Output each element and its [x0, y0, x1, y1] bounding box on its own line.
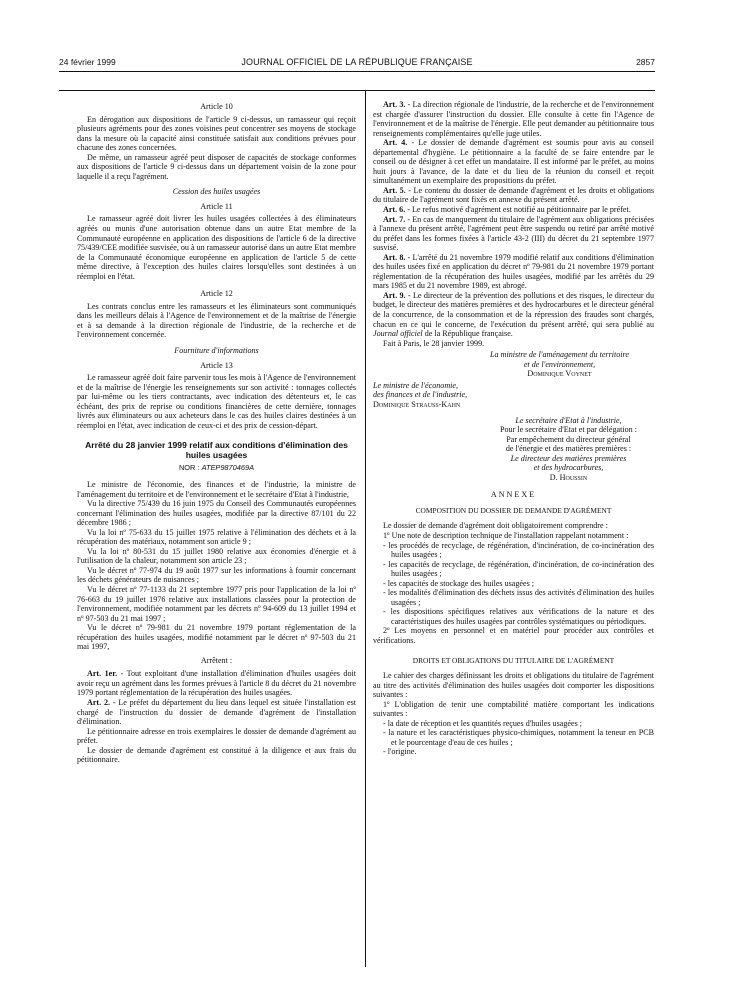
- signatory-role: Le ministre de l'économie,: [373, 380, 459, 390]
- composition-intro: Le dossier de demande d'agrément doit obligatoirement comprendre :: [383, 521, 608, 531]
- signatory-delegation: Pour le secrétaire d'Etat et par délégation :: [500, 425, 637, 435]
- article-5-text: - Le contenu du dossier de demande d'agrément et les droits et obligations du titulaire de l'agrément sont fixés en annexe du présent arrêté.: [373, 185, 655, 205]
- composition-list: [373, 541, 654, 627]
- list-item: - l'origine.: [383, 747, 417, 757]
- signatory-role: et de l'environnement,: [523, 359, 596, 369]
- article-11-paragraph: Le ramasseur agréé doit livrer les huiles usagées collectées à des éliminateurs agréés ou munis d'une autorisation obtenue dans un autre Etat membre de la Communauté européenne en application des dispositions de l'article 6 de la directive 75/439/CEE modifiée susvisée, ou à un ramasseur autorisé dans un autre Etat membre de la Communauté économique européenne en application de l'article 5 de cette même directive, à l'exception des huiles claires lorsqu'elles sont destinées à un réemploi en l'état.: [77, 214, 356, 281]
- article-4-lead: Art. 4.: [383, 138, 408, 148]
- article-2-paragraph: Le pétitionnaire adresse en trois exemplaires le dossier de demande d'agrément au préfet.: [77, 726, 356, 746]
- list-item: - la nature et les caractéristiques physico-chimiques, notamment la teneur en PCB et le pourcentage d'eau de ces huiles ;: [383, 728, 654, 747]
- article-7-lead: Art. 7.: [383, 214, 406, 224]
- article-12-title: Article 12: [200, 289, 233, 299]
- composition-item: 2º Les moyens en personnel et en matériel pour procéder aux contrôles et vérifications.: [373, 626, 654, 645]
- article-6-lead: Art. 6.: [383, 205, 406, 215]
- signature-block-economy: [373, 381, 654, 410]
- signatory-name: Dominique Strauss-Kahn: [373, 399, 461, 409]
- fait-a-paris: Fait à Paris, le 28 janvier 1999.: [383, 338, 485, 348]
- article-3-paragraph: [373, 100, 654, 138]
- article-8-paragraph: [373, 253, 654, 291]
- article-2-paragraph: [77, 698, 356, 727]
- article-3-text: - La direction régionale de l'industrie, de la recherche et de l'environnement est chargée d'assurer l'instruction du dossier. Elle consulte à cette fin l'Agence de l'environnement et de la maîtrise de l'énergie. Elle peut demander au pétitionnaire tous renseignements complémentaires qu'elle juge utiles.: [373, 100, 654, 138]
- header-date: 24 février 1999: [59, 57, 116, 67]
- signatory-name: D. Houssin: [549, 472, 588, 482]
- droits-intro: Le cahier des charges définissant les droits et obligations du titulaire de l'agrément au titre des activités d'élimination des huiles usagées doit comporter les dispositions suivantes :: [373, 671, 654, 700]
- list-item: - les dispositions spécifiques relatives aux vérifications de la nature et des caractéristiques des huiles usagées par contrôles systématiques ou périodiques.: [383, 607, 654, 626]
- droits-list: [373, 719, 654, 757]
- signatory-role: Le secrétaire d'Etat à l'industrie,: [515, 415, 622, 425]
- visa-item: Vu la directive 75/439 du 16 juin 1975 du Conseil des Communautés européennes concernant l'élimination des huiles usagées, modifiée par la directive 87/101 du 22 décembre 1986 ;: [77, 499, 356, 528]
- section-heading-cession: Cession des huiles usagées: [172, 187, 261, 197]
- article-7-paragraph: [373, 215, 654, 253]
- article-7-text: - En cas de manquement du titulaire de l'agrément aux obligations précisées à l'annexe du présent arrêté, l'agrément peut être suspendu ou retiré par arrêté motivé du préfet dans les formes fixées à l'article 43-2 (III) du décret du 21 septembre 1977 susvisé.: [373, 214, 654, 253]
- article-3-lead: Art. 3.: [383, 100, 406, 109]
- article-8-text: - L'arrêté du 21 novembre 1979 modifié relatif aux conditions d'élimination des huiles usées fixé en application du décret nº 79-981 du 21 novembre 1979 portant réglementation de la récupération des huiles usagées, modifié par les arrêtés du 29 mars 1985 et du 21 novembre 1989, est abrogé.: [373, 252, 654, 291]
- article-2-text: - Le préfet du département du lieu dans lequel est située l'installation est chargé de l'instruction du dossier de demande d'agrément de l'installation d'élimination.: [77, 697, 356, 727]
- article-1-text: - Tout exploitant d'une installation d'élimination d'huiles usagées doit avoir reçu un agrément dans les formes prévues à l'article 8 du décret du 21 novembre 1979 portant réglementation de la récupération des huiles usagées.: [77, 669, 356, 698]
- column-top-rule: [59, 90, 655, 91]
- right-column: [373, 100, 654, 757]
- list-item: - la date de réception et les quantités reçues d'huiles usagées ;: [383, 718, 583, 728]
- droits-heading: DROITS ET OBLIGATIONS DU TITULAIRE DE L'AGRÉMENT: [412, 655, 615, 665]
- article-13-title: Article 13: [200, 360, 233, 370]
- article-8-lead: Art. 8.: [383, 252, 406, 262]
- article-11-title: Article 11: [200, 201, 233, 211]
- nor-code: ATEP9870469A: [201, 463, 255, 473]
- article-13-paragraph: Le ramasseur agréé doit faire parvenir tous les mois à l'Agence de l'environnement et de la maîtrise de l'énergie les renseignements sur son activité : tonnages collectés par lui-même ou les tiers contractants, avec indication des détenteurs et, le cas échéant, des prix de reprise ou conditions financières de cette dernière, tonnages livrés aux éliminateurs ou aux acheteurs dans le cas des huiles claires destinées à un réemploi en l'état, avec indication de ceux-ci et des prix de cession-départ.: [77, 373, 356, 430]
- signatory-role: des finances et de l'industrie,: [373, 390, 468, 400]
- visa-intro: Le ministre de l'économie, des finances et de l'industrie, la ministre de l'aménagement du territoire et de l'environnement et le secrétaire d'Etat à l'industrie,: [77, 479, 356, 499]
- list-item: - les procédés de recyclage, de régénération, d'incinération, de co-incinération des huiles usagées ;: [383, 540, 654, 560]
- article-12-paragraph: Les contrats conclus entre les ramasseurs et les éliminateurs sont communiqués dans les meilleurs délais à l'Agence de l'environnement et de la maîtrise de l'énergie et à sa demande à la direction régionale de l'industrie, de la recherche et de l'environnement concernée.: [77, 301, 356, 340]
- signature-block-industry: [483, 416, 654, 483]
- composition-heading: COMPOSITION DU DOSSIER DE DEMANDE D'AGRÉMENT: [415, 505, 612, 515]
- article-4-text: - Le dossier de demande d'agrément est soumis pour avis au conseil départemental d'hygiène. Le pétitionnaire a la faculté de se faire entendre par le conseil ou de désigner à cet effet un mandataire. Il est informé par le préfet, au moins huit jours à l'avance, de la date et du lieu de la réunion du conseil et reçoit simultanément un exemplaire des propositions du préfet.: [373, 138, 655, 186]
- signatory-role: et des hydrocarbures,: [533, 463, 604, 473]
- visa-item: Vu la loi nº 75-633 du 15 juillet 1975 relative à l'élimination des déchets et à la récupération des matériaux, notamment son article 9 ;: [77, 527, 356, 547]
- article-4-paragraph: [373, 138, 654, 186]
- article-1-paragraph: [77, 669, 356, 698]
- signatory-delegation: Par empêchement du directeur général: [506, 434, 631, 444]
- header-rule: [59, 71, 655, 72]
- article-2-paragraph: Le dossier de demande d'agrément est constitué à la diligence et aux frais du pétitionnaire.: [77, 745, 356, 765]
- journal-officiel-ref: Journal officiel: [373, 329, 423, 339]
- annexe-heading: ANNEXE: [490, 490, 537, 500]
- arrete-title: Arrêté du 28 janvier 1999 relatif aux conditions d'élimination des huiles usagées: [85, 440, 348, 461]
- signatory-role: Le directeur des matières premières: [510, 453, 627, 463]
- visa-item: Vu le décret nº 79-981 du 21 novembre 1979 portant réglementation de la récupération des huiles usagées, modifié notamment par le décret nº 97-503 du 21 mai 1997,: [77, 623, 356, 652]
- article-2-lead: Art. 2.: [87, 697, 111, 707]
- article-5-paragraph: [373, 186, 654, 205]
- article-10-paragraph: En dérogation aux dispositions de l'article 9 ci-dessus, un ramasseur qui reçoit plusieurs agréments pour des zones voisines peut concentrer ses moyens de stockage dans la mesure où la capacité ainsi constituée satisfait aux conditions prévues pour chacune des zones concernées.: [77, 114, 356, 153]
- article-9-text: - Le directeur de la prévention des pollutions et des risques, le directeur du budget, le directeur des matières premières et des hydrocarbures et le directeur général de la concurrence, de la consommation et de la répression des fraudes sont chargés, chacun en ce qui le concerne, de l'exécution du présent arrêté, qui sera publié au: [373, 290, 654, 329]
- list-item: - les modalités d'élimination des déchets issus des activités d'élimination des huiles usagées ;: [383, 588, 654, 607]
- composition-item: 1º Une note de description technique de l'installation rappelant notamment :: [383, 530, 629, 540]
- article-1-lead: Art. 1er.: [87, 669, 118, 679]
- arretent-heading: Arrêtent :: [200, 655, 233, 665]
- article-9-paragraph: [373, 291, 654, 339]
- list-item: - les capacités de recyclage, de régénération, d'incinération, de co-incinération des huiles usagées ;: [383, 559, 654, 579]
- article-10-paragraph: De même, un ramasseur agréé peut disposer de capacités de stockage conformes aux dispositions de l'article 9 ci-dessus dans un département voisin de la zone pour laquelle il a reçu l'agrément.: [77, 152, 356, 181]
- droits-item: 1º L'obligation de tenir une comptabilité matière comportant les indications suivantes :: [373, 699, 654, 719]
- visa-item: Vu le décret nº 77-974 du 19 août 1977 sur les informations à fournir concernant les déchets générateurs de nuisances ;: [77, 565, 356, 585]
- header-journal-title: JOURNAL OFFICIEL DE LA RÉPUBLIQUE FRANÇAISE: [241, 57, 473, 67]
- article-6-text: - Le refus motivé d'agrément est notifié au pétitionnaire par le préfet.: [405, 205, 631, 215]
- signatory-name: Dominique Voynet: [527, 369, 592, 379]
- header-page-number: 2857: [636, 57, 655, 67]
- signatory-role: La ministre de l'aménagement du territoire: [490, 350, 629, 360]
- visa-item: Vu le décret nº 77-1133 du 21 septembre 1977 pris pour l'application de la loi nº 76-663 du 19 juillet 1976 relative aux installations classées pour la protection de l'environnement, modifiée notamment par les décrets nº 94-609 du 13 juillet 1994 et nº 97-503 du 21 mai 1997 ;: [77, 584, 356, 623]
- signatory-delegation: de l'énergie et des matières premières :: [505, 444, 632, 454]
- page-header: [59, 57, 655, 69]
- article-6-paragraph: [373, 205, 654, 215]
- article-5-lead: Art. 5.: [383, 185, 406, 195]
- article-10-title: Article 10: [200, 102, 233, 111]
- article-9-lead: Art. 9.: [383, 290, 406, 300]
- section-heading-fourniture: Fourniture d'informations: [174, 346, 259, 356]
- nor-reference: [77, 463, 356, 473]
- visa-item: Vu la loi nº 80-531 du 15 juillet 1980 relative aux économies d'énergie et à l'utilisation de la chaleur, notamment son article 23 ;: [77, 546, 356, 566]
- column-divider: [365, 90, 366, 967]
- nor-label: NOR :: [178, 463, 200, 473]
- signature-block-environment: [465, 350, 654, 379]
- article-9-text-end: de la République française.: [422, 329, 513, 339]
- list-item: - les capacités de stockage des huiles usagées ;: [383, 578, 535, 588]
- left-column: [77, 100, 356, 765]
